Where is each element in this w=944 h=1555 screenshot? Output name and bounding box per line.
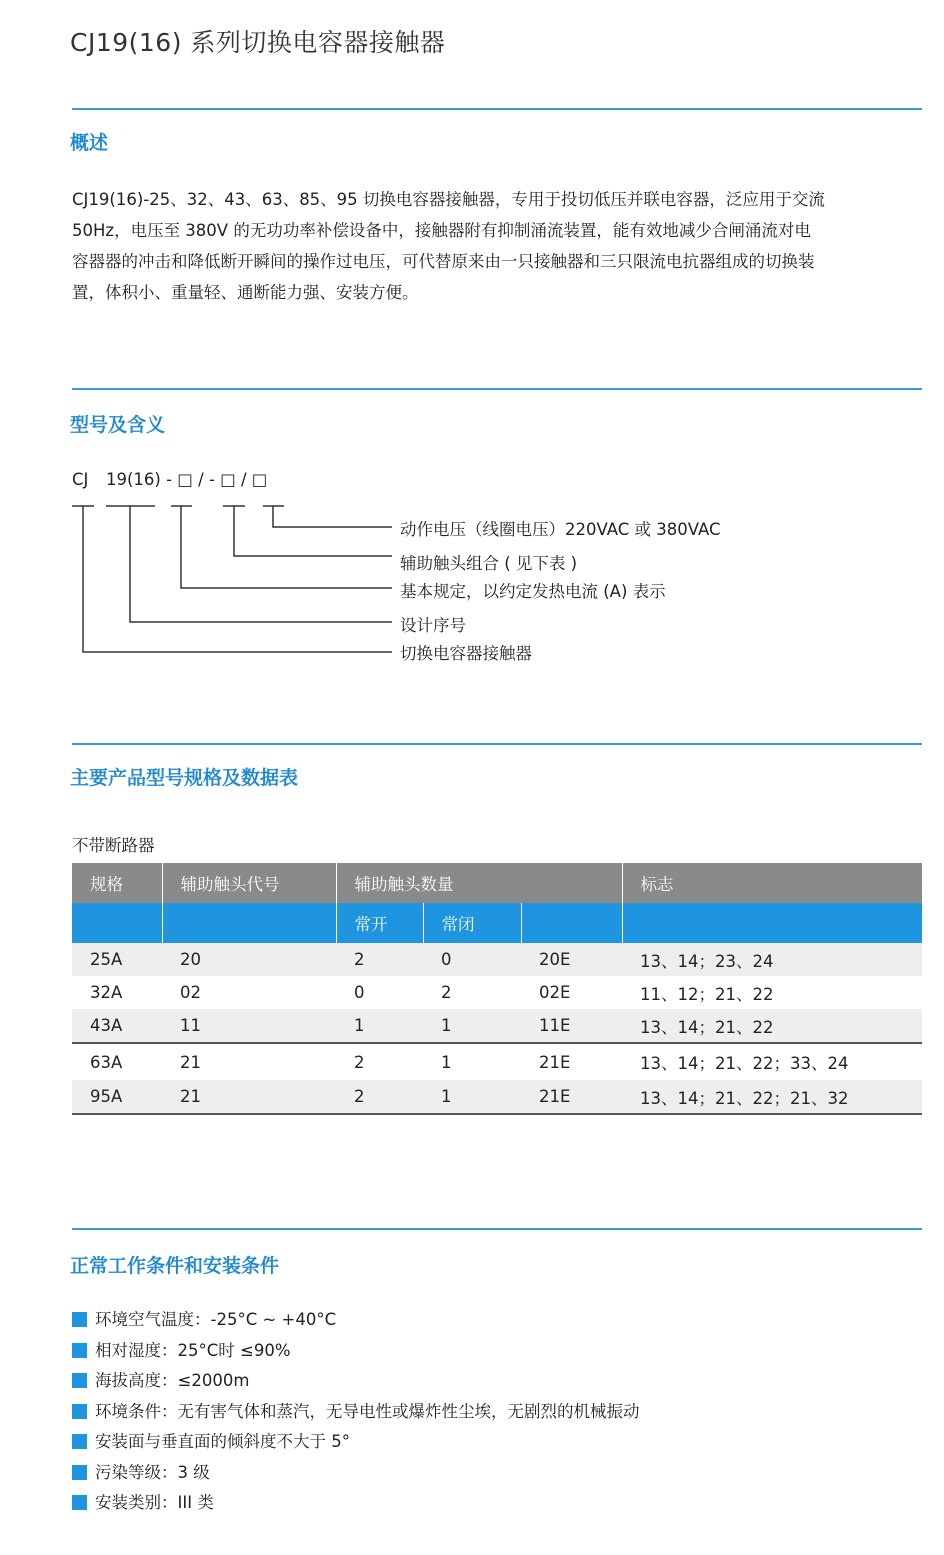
- leader-line: [234, 506, 392, 556]
- leader-line: [181, 506, 392, 588]
- cell: 13、14；21、22: [622, 1009, 922, 1043]
- table-row: [72, 943, 922, 976]
- overview-line: 置，体积小、重量轻、通断能力强、安装方便。: [72, 283, 419, 302]
- cell: 0: [354, 983, 365, 1002]
- cell: 2: [441, 983, 452, 1002]
- section-heading-conditions: 正常工作条件和安装条件: [70, 1255, 280, 1277]
- cell: 13、14；21、22；33、24: [640, 1054, 849, 1073]
- cell: 11E: [521, 1009, 622, 1043]
- list-item: [72, 1458, 640, 1489]
- table-caption: 不带断路器: [72, 836, 155, 855]
- list-item: [72, 1366, 640, 1397]
- cell: 2: [354, 1052, 365, 1072]
- cell: 63A: [90, 1052, 123, 1072]
- model-desc-design-no: 设计序号: [400, 616, 466, 635]
- th-normally-closed: 常闭: [423, 903, 521, 943]
- list-item-text: 安装类别：III 类: [95, 1493, 214, 1512]
- cell: 32A: [90, 983, 123, 1002]
- square-bullet-icon: [72, 1495, 87, 1510]
- table-row: [72, 1043, 922, 1080]
- table-subheader-row: [72, 903, 922, 943]
- spec-table: [72, 863, 923, 1115]
- model-desc-aux-contact: 辅助触头组合 ( 见下表 ): [400, 554, 578, 573]
- cell: 21: [180, 1052, 201, 1072]
- model-desc-voltage: 动作电压（线圈电压）220VAC 或 380VAC: [400, 520, 721, 539]
- square-bullet-icon: [72, 1373, 87, 1388]
- section-heading-overview: 概述: [70, 132, 109, 154]
- table-row: [72, 976, 922, 1009]
- cell: 11: [162, 1009, 336, 1043]
- list-item-text: 环境空气温度：-25°C ~ +40°C: [95, 1310, 337, 1329]
- section-heading-specs: 主要产品型号规格及数据表: [70, 767, 299, 789]
- table-header-row: [72, 863, 922, 903]
- th-empty: [521, 903, 622, 943]
- page-title: CJ19(16) 系列切换电容器接触器: [70, 27, 446, 57]
- th-aux-qty: 辅助触头数量: [336, 863, 622, 903]
- cell: 21: [162, 1080, 336, 1114]
- model-desc-current: 基本规定，以约定发热电流 (A) 表示: [400, 582, 666, 601]
- leader-line: [273, 506, 392, 527]
- square-bullet-icon: [72, 1343, 87, 1358]
- cell: 1: [336, 1009, 423, 1043]
- cell: 13、14；21、22；21、32: [622, 1080, 922, 1114]
- square-bullet-icon: [72, 1312, 87, 1327]
- th-normally-open: 常开: [336, 903, 423, 943]
- cell: 95A: [72, 1080, 162, 1114]
- list-item-text: 安装面与垂直面的倾斜度不大于 5°: [95, 1432, 350, 1451]
- cell: 1: [423, 1009, 521, 1043]
- list-item: [72, 1427, 640, 1458]
- square-bullet-icon: [72, 1434, 87, 1449]
- cell: 13、14；23、24: [622, 943, 922, 976]
- list-item: [72, 1397, 640, 1428]
- list-item: [72, 1488, 640, 1519]
- list-item-text: 海拔高度：≤2000m: [95, 1371, 250, 1390]
- model-code-suffix: 19(16) - □ / - □ / □: [106, 470, 268, 489]
- section-divider: [72, 1228, 922, 1230]
- model-code-prefix: CJ: [72, 470, 89, 489]
- table-row: [72, 1009, 922, 1043]
- cell: 21E: [539, 1052, 571, 1072]
- cell: 25A: [72, 943, 162, 976]
- cell: 2: [336, 1080, 423, 1114]
- model-desc-type: 切换电容器接触器: [400, 644, 532, 663]
- overview-line: 容器器的冲击和降低断开瞬间的操作过电压，可代替原来由一只接触器和三只限流电抗器组成的切换装: [72, 252, 815, 271]
- cell: 0: [423, 943, 521, 976]
- list-item-text: 污染等级：3 级: [95, 1462, 210, 1482]
- th-marking: 标志: [622, 863, 922, 903]
- list-item-text: 相对湿度：25°C时 ≤90%: [95, 1340, 291, 1360]
- section-divider: [72, 743, 922, 745]
- list-item-text: 环境条件：无有害气体和蒸汽，无导电性或爆炸性尘埃，无剧烈的机械振动: [95, 1401, 640, 1421]
- cell: 21E: [521, 1080, 622, 1114]
- conditions-list: [72, 1305, 640, 1519]
- cell: 02E: [539, 983, 571, 1002]
- th-empty: [622, 903, 922, 943]
- square-bullet-icon: [72, 1404, 87, 1419]
- th-empty: [162, 903, 336, 943]
- cell: 43A: [72, 1009, 162, 1043]
- overview-line: CJ19(16)-25、32、43、63、85、95 切换电容器接触器，专用于投切低压并联电容器，泛应用于交流: [72, 190, 825, 209]
- list-item: [72, 1336, 640, 1367]
- table-row: [72, 1080, 922, 1114]
- leader-line: [130, 506, 392, 622]
- list-item: [72, 1305, 640, 1336]
- th-empty: [72, 903, 162, 943]
- cell: 20: [162, 943, 336, 976]
- cell: 20E: [521, 943, 622, 976]
- cell: 2: [336, 943, 423, 976]
- cell: 11、12；21、22: [640, 984, 774, 1004]
- square-bullet-icon: [72, 1465, 87, 1480]
- th-aux-code: 辅助触头代号: [162, 863, 336, 903]
- cell: 1: [441, 1052, 452, 1072]
- cell: 02: [180, 983, 201, 1002]
- th-spec: 规格: [72, 863, 162, 903]
- cell: 1: [423, 1080, 521, 1114]
- section-heading-model: 型号及含义: [70, 414, 166, 436]
- overview-line: 50Hz，电压至 380V 的无功功率补偿设备中，接触器附有抑制涌流装置，能有效地减少合闸涌流对电: [72, 221, 811, 240]
